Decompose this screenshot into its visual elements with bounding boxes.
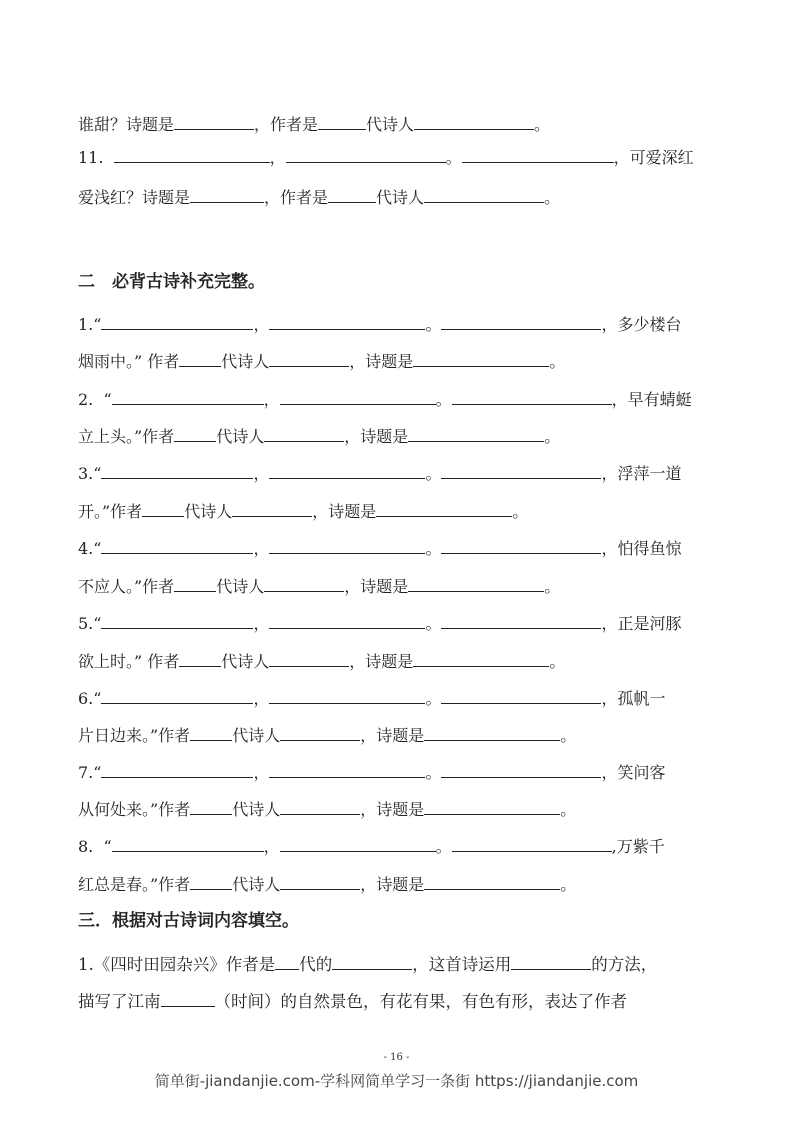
- text: ，正是河豚: [601, 614, 682, 633]
- text: ，诗题是: [360, 800, 425, 819]
- text: 。: [534, 115, 551, 134]
- text: 。: [435, 390, 452, 409]
- blank-line[interactable]: [452, 836, 612, 852]
- text: 。: [544, 427, 561, 446]
- text: 1.《四时田园杂兴》作者是: [78, 955, 276, 974]
- blank-line[interactable]: [101, 463, 253, 479]
- open-quote: “: [93, 763, 102, 782]
- blank-dynasty[interactable]: [275, 954, 299, 970]
- blank-line[interactable]: [269, 613, 425, 629]
- poem-item-4-line-2: [78, 576, 560, 596]
- blank-title[interactable]: [376, 501, 512, 517]
- blank-line[interactable]: [101, 314, 253, 330]
- page-number: - 16 -: [383, 1052, 410, 1063]
- blank-line[interactable]: [101, 762, 253, 778]
- text: ，可爱深红: [613, 148, 694, 167]
- text: ，诗题是: [360, 726, 425, 745]
- text: ，这首诗运用: [412, 955, 512, 974]
- open-quote: “: [93, 539, 102, 558]
- text: 代的: [299, 955, 333, 974]
- blank-title[interactable]: [413, 651, 549, 667]
- open-quote: “: [93, 689, 102, 708]
- text: 代诗人: [216, 427, 265, 446]
- blank-method[interactable]: [511, 954, 591, 970]
- text: 谁甜？诗题是: [78, 115, 175, 134]
- blank-title[interactable]: [174, 114, 254, 130]
- blank-line[interactable]: [441, 613, 601, 629]
- blank-poet[interactable]: [280, 725, 360, 741]
- poem-item-1-line-2: [78, 351, 565, 371]
- blank-title[interactable]: [424, 874, 560, 890]
- blank-dynasty[interactable]: [318, 114, 366, 130]
- blank-dynasty[interactable]: [179, 351, 221, 367]
- poem-item-7-line-1: [78, 762, 666, 782]
- blank-poet[interactable]: [269, 651, 349, 667]
- blank-line[interactable]: [101, 613, 253, 629]
- blank-line[interactable]: [269, 688, 425, 704]
- blank-title[interactable]: [424, 725, 560, 741]
- text: （时间）的自然景色，有花有果，有色有形，表达了作者: [214, 992, 627, 1011]
- blank-dynasty[interactable]: [190, 874, 232, 890]
- open-quote: “: [93, 614, 102, 633]
- text: 代诗人: [232, 875, 281, 894]
- q10-line-2: [78, 114, 550, 134]
- text: ，诗题是: [344, 577, 409, 596]
- text: 。: [544, 188, 561, 207]
- section-2-heading: 二 必背古诗补充完整。: [78, 272, 265, 292]
- blank-author[interactable]: [332, 954, 412, 970]
- blank-line[interactable]: [269, 538, 425, 554]
- blank-poet[interactable]: [264, 576, 344, 592]
- blank-dynasty[interactable]: [142, 501, 184, 517]
- poem-item-3-line-1: [78, 463, 682, 483]
- text: 红总是春。”作者: [78, 875, 191, 894]
- text: 开。”作者: [78, 502, 143, 521]
- question-number: 3.: [78, 464, 94, 483]
- blank-line[interactable]: [114, 147, 270, 163]
- text: ，诗题是: [312, 502, 377, 521]
- question-number: 5.: [78, 614, 94, 633]
- blank-line[interactable]: [452, 389, 612, 405]
- text: ，: [253, 464, 270, 483]
- text: ，怕得鱼惊: [601, 539, 682, 558]
- blank-dynasty[interactable]: [174, 576, 216, 592]
- text: 爱浅红？诗题是: [78, 188, 191, 207]
- q11-line-2: [78, 187, 560, 207]
- text: 欲上时。” 作者: [78, 652, 180, 671]
- text: 片日边来。”作者: [78, 726, 191, 745]
- poem-item-8-line-1: [78, 836, 665, 856]
- text: 。: [549, 352, 566, 371]
- blank-line[interactable]: [286, 147, 446, 163]
- blank-dynasty[interactable]: [174, 426, 216, 442]
- text: ，作者是: [264, 188, 329, 207]
- open-quote: “: [93, 315, 102, 334]
- text: 。: [549, 652, 566, 671]
- blank-line[interactable]: [441, 463, 601, 479]
- text: 立上头。”作者: [78, 427, 175, 446]
- blank-line[interactable]: [101, 688, 253, 704]
- text: ，: [253, 614, 270, 633]
- question-number: 8.: [78, 837, 94, 856]
- poem-item-2-line-1: [78, 389, 692, 409]
- text: ，: [253, 539, 270, 558]
- text: 。: [425, 763, 442, 782]
- blank-line[interactable]: [269, 314, 425, 330]
- text: ，: [263, 390, 280, 409]
- blank-line[interactable]: [441, 538, 601, 554]
- poem-item-5-line-2: [78, 651, 565, 671]
- s3-q1-line-1: [78, 954, 657, 974]
- text: ，多少楼台: [601, 315, 682, 334]
- text: ，孤帆一: [601, 689, 666, 708]
- text: ，诗题是: [349, 652, 414, 671]
- text: ，诗题是: [360, 875, 425, 894]
- text: ，早有蜻蜓: [611, 390, 692, 409]
- blank-line[interactable]: [112, 836, 264, 852]
- poem-item-8-line-2: [78, 874, 576, 894]
- q11-line-1: [78, 147, 694, 167]
- blank-title[interactable]: [408, 426, 544, 442]
- poem-item-5-line-1: [78, 613, 682, 633]
- text: 。: [512, 502, 529, 521]
- blank-poet[interactable]: [280, 799, 360, 815]
- text: 代诗人: [232, 800, 281, 819]
- open-quote: “: [103, 837, 112, 856]
- text: 。: [425, 315, 442, 334]
- poem-item-7-line-2: [78, 799, 576, 819]
- text: ，: [269, 148, 286, 167]
- text: 代诗人: [184, 502, 233, 521]
- text: 代诗人: [221, 652, 270, 671]
- text: ，笑问客: [601, 763, 666, 782]
- poem-item-3-line-2: [78, 501, 528, 521]
- text: 代诗人: [221, 352, 270, 371]
- poem-item-6-line-1: [78, 688, 666, 708]
- text: 。: [560, 726, 577, 745]
- text: 。: [560, 800, 577, 819]
- blank-line[interactable]: [280, 389, 436, 405]
- blank-line[interactable]: [280, 836, 436, 852]
- blank-line[interactable]: [101, 538, 253, 554]
- text: ,万紫千: [611, 837, 665, 856]
- blank-dynasty[interactable]: [190, 799, 232, 815]
- blank-dynasty[interactable]: [179, 651, 221, 667]
- blank-title[interactable]: [190, 187, 264, 203]
- text: 。: [435, 837, 452, 856]
- text: ，: [253, 763, 270, 782]
- text: 。: [425, 614, 442, 633]
- blank-title[interactable]: [408, 576, 544, 592]
- text: ，浮萍一道: [601, 464, 682, 483]
- text: 代诗人: [232, 726, 281, 745]
- blank-title[interactable]: [413, 351, 549, 367]
- blank-line[interactable]: [462, 147, 614, 163]
- text: ，作者是: [254, 115, 319, 134]
- poem-item-1-line-1: [78, 314, 682, 334]
- open-quote: “: [93, 464, 102, 483]
- text: 代诗人: [376, 188, 425, 207]
- poem-item-2-line-2: [78, 426, 560, 446]
- question-number: 6.: [78, 689, 94, 708]
- blank-poet[interactable]: [280, 874, 360, 890]
- text: ，: [253, 689, 270, 708]
- blank-poet[interactable]: [424, 187, 544, 203]
- blank-line[interactable]: [441, 314, 601, 330]
- text: 。: [425, 539, 442, 558]
- text: 。: [425, 464, 442, 483]
- poem-item-6-line-2: [78, 725, 576, 745]
- poem-item-4-line-1: [78, 538, 682, 558]
- text: ，诗题是: [344, 427, 409, 446]
- text: 不应人。”作者: [78, 577, 175, 596]
- blank-line[interactable]: [441, 762, 601, 778]
- text: ，诗题是: [349, 352, 414, 371]
- text: 。: [544, 577, 561, 596]
- text: ，: [253, 315, 270, 334]
- text: 。: [445, 148, 462, 167]
- text: 从何处来。”作者: [78, 800, 191, 819]
- s3-q1-line-2: [78, 991, 627, 1011]
- text: 描写了江南: [78, 992, 161, 1011]
- blank-season[interactable]: [161, 991, 215, 1007]
- blank-line[interactable]: [441, 688, 601, 704]
- question-number: 7.: [78, 763, 94, 782]
- text: 。: [560, 875, 577, 894]
- blank-dynasty[interactable]: [328, 187, 376, 203]
- blank-dynasty[interactable]: [190, 725, 232, 741]
- section-3-heading: 三．根据对古诗词内容填空。: [78, 911, 299, 931]
- question-number: 11.: [78, 148, 104, 167]
- question-number: 4.: [78, 539, 94, 558]
- blank-line[interactable]: [112, 389, 264, 405]
- question-number: 2.: [78, 390, 94, 409]
- question-number: 1.: [78, 315, 94, 334]
- blank-poet[interactable]: [269, 351, 349, 367]
- blank-poet[interactable]: [264, 426, 344, 442]
- site-footer: 简单街-jiandanjie.com-学科网简单学习一条街 https://jiandanjie.com: [154, 1072, 639, 1090]
- blank-line[interactable]: [269, 463, 425, 479]
- text: ，: [263, 837, 280, 856]
- open-quote: “: [103, 390, 112, 409]
- blank-line[interactable]: [269, 762, 425, 778]
- text: 。: [425, 689, 442, 708]
- blank-poet[interactable]: [232, 501, 312, 517]
- text: 的方法，: [591, 955, 658, 974]
- text: 代诗人: [216, 577, 265, 596]
- text: 代诗人: [366, 115, 415, 134]
- text: 烟雨中。” 作者: [78, 352, 180, 371]
- blank-title[interactable]: [424, 799, 560, 815]
- blank-poet[interactable]: [414, 114, 534, 130]
